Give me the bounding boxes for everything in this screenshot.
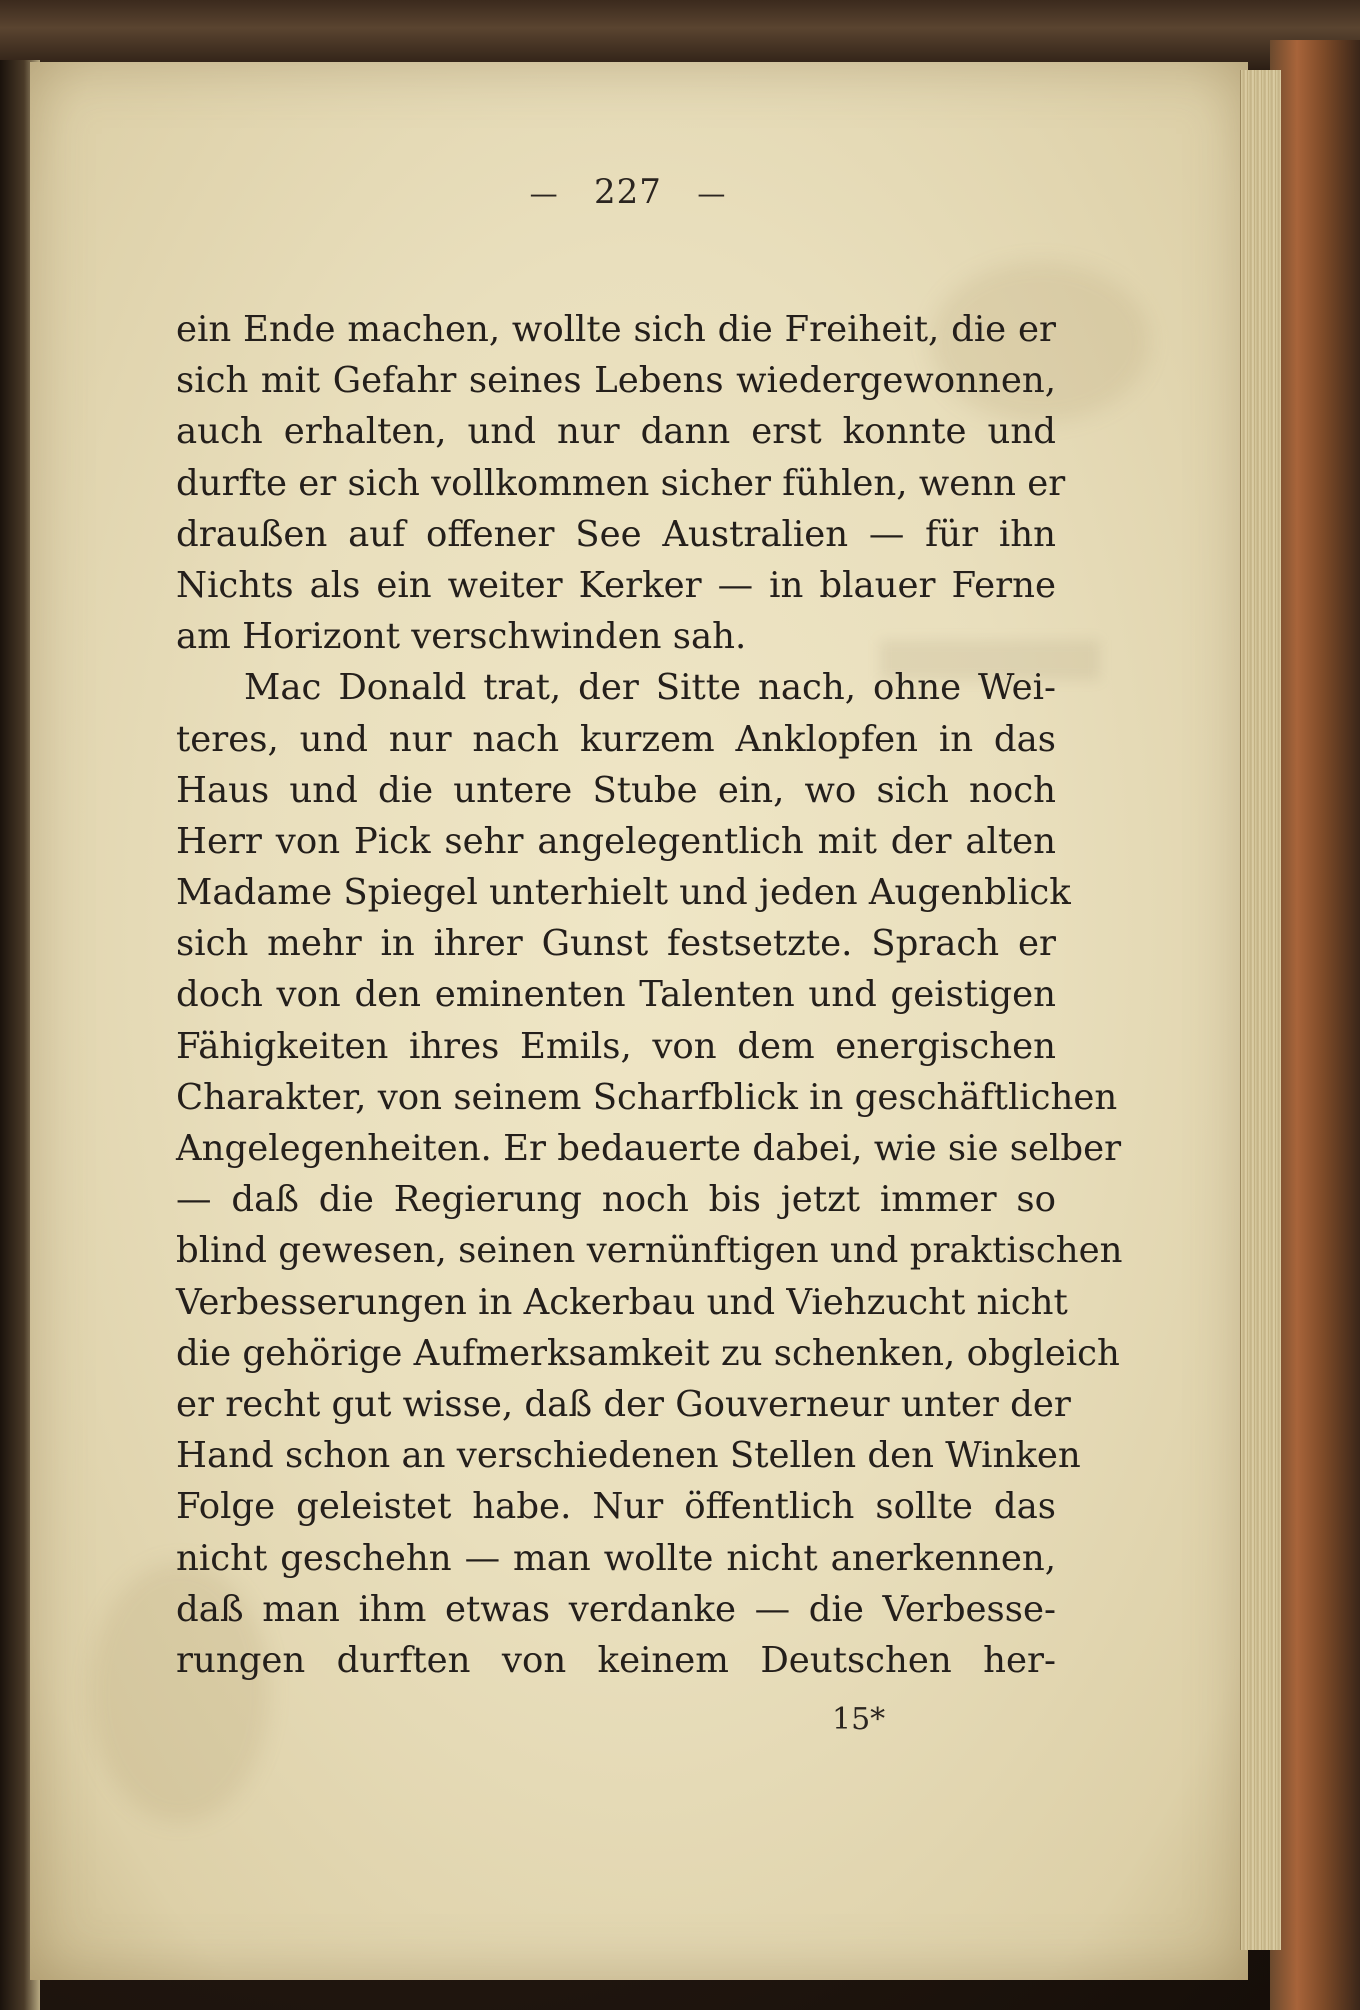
text-line: Folge geleistet habe. Nur öffentlich sollte das — [176, 1486, 1056, 1528]
text-line: sich mit Gefahr seines Lebens wiedergewonnen, — [176, 360, 1056, 402]
text-line: teres, und nur nach kurzem Anklopfen in das — [176, 718, 1056, 760]
text-line: Charakter, von seinem Scharfblick in geschäftlichen — [176, 1076, 1118, 1118]
text-line: Angelegenheiten. Er bedauerte dabei, wie sie selber — [176, 1128, 1122, 1169]
text-line: Mac Donald trat, der Sitte nach, ohne Wei- — [244, 667, 1056, 709]
text-line: rungen durften von keinem Deutschen her- — [176, 1639, 1056, 1681]
text-line: doch von den eminenten Talenten und geistigen — [176, 974, 1056, 1016]
text-line: draußen auf offener See Australien — für ihn — [176, 513, 1056, 555]
book-cover-top-edge — [0, 0, 1360, 70]
page-header — [0, 172, 1308, 212]
signature-mark: 15* — [832, 1702, 886, 1737]
book-cover-right-edge — [1270, 40, 1360, 2010]
text-line: er recht gut wisse, daß der Gouverneur unter der — [176, 1383, 1071, 1425]
header-dash-left: — — [529, 177, 559, 210]
text-line: am Horizont verschwinden sah. — [176, 616, 747, 658]
text-line: Fähigkeiten ihres Emils, von dem energischen — [176, 1025, 1056, 1067]
page-number: 227 — [594, 172, 662, 212]
text-line: daß man ihm etwas verdanke — die Verbesse- — [176, 1588, 1056, 1630]
text-line: Herr von Pick sehr angelegentlich mit der alten — [176, 820, 1056, 862]
text-line: Hand schon an verschiedenen Stellen den Winken — [176, 1435, 1081, 1477]
header-dash-right: — — [697, 177, 727, 210]
text-line: Verbesserungen in Ackerbau und Viehzucht nicht — [176, 1281, 1068, 1323]
text-line: ein Ende machen, wollte sich die Freiheit, die er — [176, 309, 1056, 350]
text-line: die gehörige Aufmerksamkeit zu schenken, obgleich — [176, 1332, 1120, 1374]
text-line: auch erhalten, und nur dann erst konnte und — [176, 411, 1056, 453]
text-line: nicht geschehn — man wollte nicht anerkennen, — [176, 1537, 1056, 1579]
text-line: Haus und die untere Stube ein, wo sich noch — [176, 769, 1056, 811]
text-line: Madame Spiegel unterhielt und jeden Augenblick — [176, 872, 1071, 914]
text-line: Nichts als ein weiter Kerker — in blauer Ferne — [176, 564, 1056, 606]
body-text — [176, 304, 1123, 1686]
text-line: blind gewesen, seinen vernünftigen und praktischen — [176, 1230, 1123, 1272]
text-line: — daß die Regierung noch bis jetzt immer so — [176, 1179, 1056, 1221]
text-line: sich mehr in ihrer Gunst festsetzte. Sprach er — [176, 923, 1056, 965]
page-edges — [1240, 70, 1281, 1950]
text-line: durfte er sich vollkommen sicher fühlen, wenn er — [176, 462, 1066, 504]
